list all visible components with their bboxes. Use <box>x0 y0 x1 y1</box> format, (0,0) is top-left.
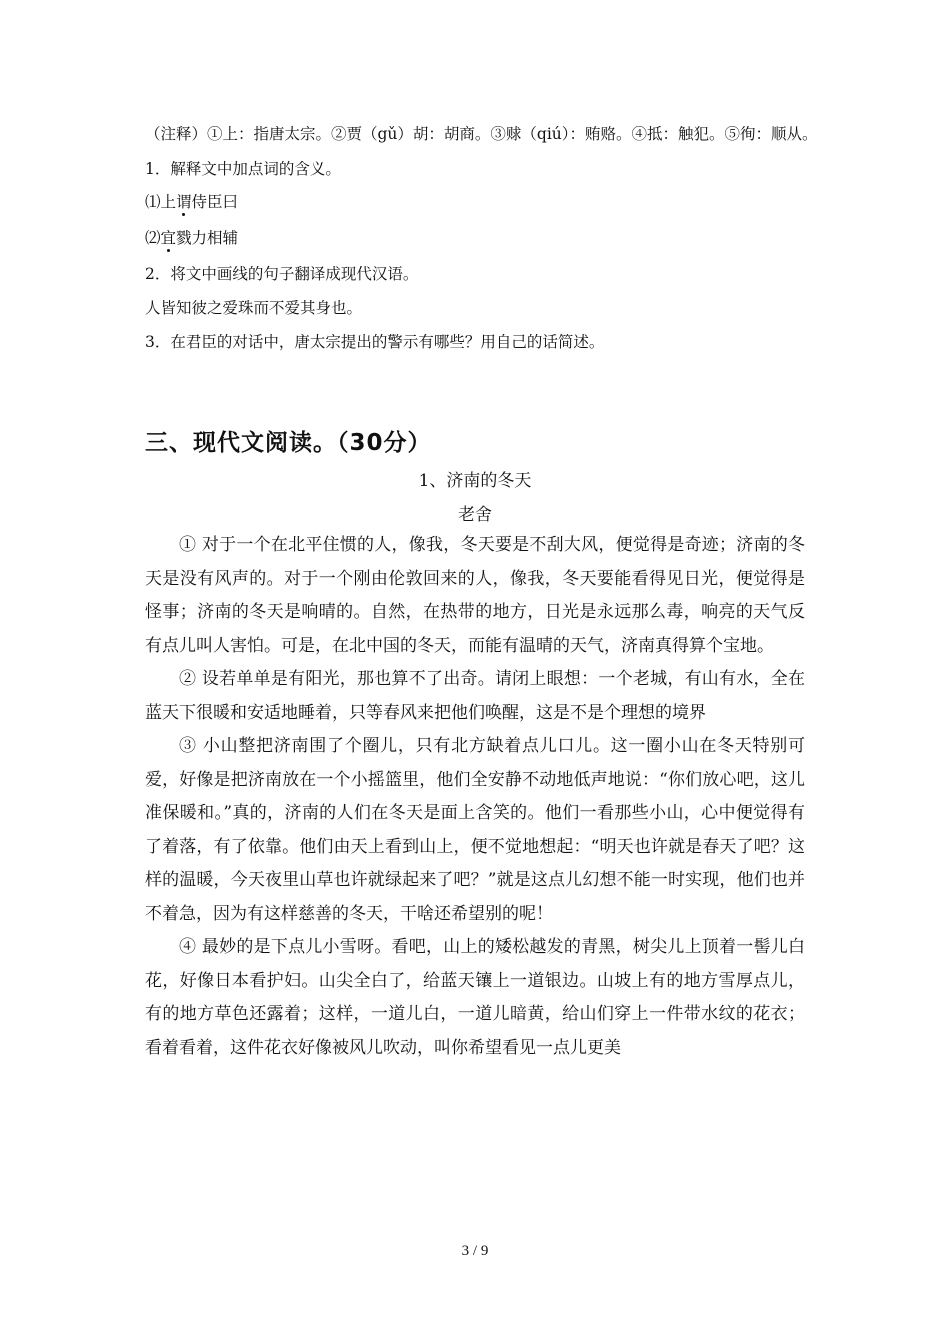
page-number: 3 / 9 <box>461 1243 489 1259</box>
article-body <box>145 529 805 1065</box>
dotted-word-1: 谓 <box>176 193 192 211</box>
annotation-note: （注释）①上：指唐太宗。②贾（gǔ）胡：胡商。③赇（qiú）：贿赂。④抵：触犯。⑤徇：顺从。 <box>145 125 818 143</box>
question-2: 2．将文中画线的句子翻译成现代汉语。 <box>145 265 419 283</box>
section-heading: 三、现代文阅读。（30分） <box>145 430 432 456</box>
paragraph-4: ④ 最妙的是下点儿小雪呀。看吧，山上的矮松越发的青黑，树尖儿上顶着一髻儿白花，好像日本看护妇。山尖全白了，给蓝天镶上一道银边。山坡上有的地方雪厚点儿，有的地方草色还露着；这样，一道儿白，一道儿暗黄，给山们穿上一件带水纹的花衣；看着看着，这件花衣好像被风儿吹动，叫你希望看见一点儿更美 <box>145 937 805 1058</box>
question-1: 1．解释文中加点词的含义。 <box>145 160 341 178</box>
question-1-item-1 <box>145 192 238 212</box>
item-1-prefix: ⑴上 <box>145 193 177 211</box>
dotted-word-2: 宜 <box>160 229 177 247</box>
item-2-prefix: ⑵ <box>145 229 161 247</box>
paragraph-1: ① 对于一个在北平住惯的人，像我，冬天要是不刮大风，便觉得是奇迹；济南的冬天是没有风声的。对于一个刚由伦敦回来的人，像我，冬天要能看得见日光，便觉得是怪事；济南的冬天是响晴的。自然，在热带的地方，日光是永远那么毒，响亮的天气反有点儿叫人害怕。可是，在北中国的冬天，而能有温晴的天气，济南真得算个宝地。 <box>145 535 805 656</box>
question-1-item-2 <box>145 228 238 248</box>
item-1-suffix: 侍臣曰 <box>191 193 239 211</box>
question-3: 3．在君臣的对话中，唐太宗提出的警示有哪些？用自己的话简述。 <box>145 333 605 351</box>
question-2-sentence: 人皆知彼之爱珠而不爱其身也。 <box>145 299 363 317</box>
article-title: 1、济南的冬天 <box>418 471 532 491</box>
paragraph-3: ③ 小山整把济南围了个圈儿，只有北方缺着点儿口儿。这一圈小山在冬天特别可爱，好像是把济南放在一个小摇篮里，他们全安静不动地低声地说：“你们放心吧，这儿准保暖和。”真的，济南的人们在冬天是面上含笑的。他们一看那些小山，心中便觉得有了着落，有了依靠。他们由天上看到山上，便不觉地想起：“明天也许就是春天了吧？这样的温暖，今天夜里山草也许就绿起来了吧？”就是这点儿幻想不能一时实现，他们也并不着急，因为有这样慈善的冬天，干啥还希望别的呢！ <box>145 736 805 924</box>
article-author: 老舍 <box>458 505 492 525</box>
paragraph-2: ② 设若单单是有阳光，那也算不了出奇。请闭上眼想：一个老城，有山有水，全在蓝天下很暖和安适地睡着，只等春风来把他们唤醒，这是不是个理想的境界 <box>145 669 805 723</box>
item-2-suffix: 戮力相辅 <box>176 229 239 247</box>
